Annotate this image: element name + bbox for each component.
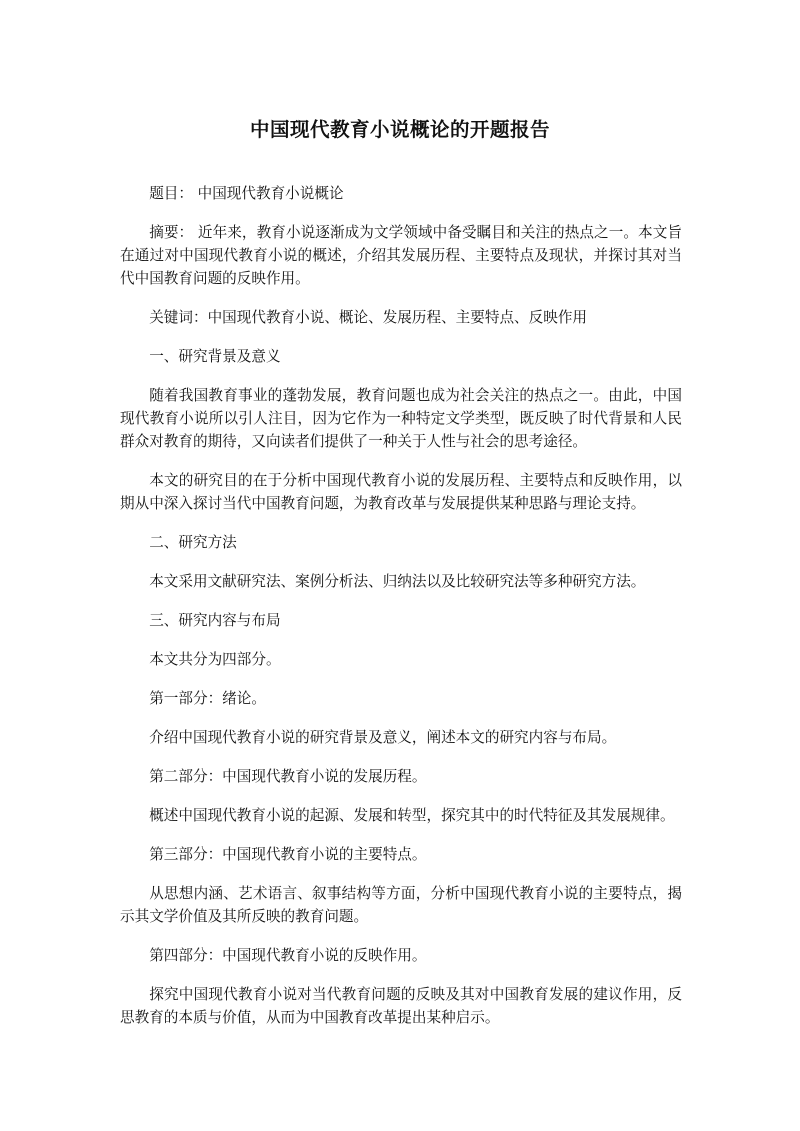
topic-line: 题目： 中国现代教育小说概论	[149, 185, 344, 202]
keywords-line: 关键词：中国现代教育小说、概论、发展历程、主要特点、反映作用	[149, 309, 588, 326]
body-paragraph: 随着我国教育事业的蓬勃发展，教育问题也成为社会关注的热点之一。由此，中国现代教育小说所以引人注目，因为它作为一种特定文学类型，既反映了时代背景和人民群众对教育的期待，又向读者们提供了一种关于人性与社会的思考途径。	[120, 387, 682, 450]
body-paragraph: 概述中国现代教育小说的起源、发展和转型，探究其中的时代特征及其发展规律。	[149, 807, 675, 824]
body-paragraph: 探究中国现代教育小说对当代教育问题的反映及其对中国教育发展的建议作用，反思教育的本质与价值，从而为中国教育改革提出某种启示。	[120, 986, 682, 1026]
section-heading-methods: 二、研究方法	[149, 534, 237, 551]
abstract-paragraph: 摘要： 近年来，教育小说逐渐成为文学领域中备受瞩目和关注的热点之一。本文旨在通过对中国现代教育小说的概述，介绍其发展历程、主要特点及现状，并探讨其对当代中国教育问题的反映作用。	[120, 224, 682, 287]
body-paragraph: 本文共分为四部分。	[149, 651, 281, 668]
document-title: 中国现代教育小说概论的开题报告	[249, 118, 550, 141]
section-heading-content: 三、研究内容与布局	[149, 612, 281, 629]
document-body	[120, 182, 682, 1045]
part-heading-1: 第一部分：绪论。	[149, 690, 266, 707]
body-paragraph: 本文采用文献研究法、案例分析法、归纳法以及比较研究法等多种研究方法。	[149, 573, 646, 590]
body-paragraph: 本文的研究目的在于分析中国现代教育小说的发展历程、主要特点和反映作用，以期从中深入探讨当代中国教育问题，为教育改革与发展提供某种思路与理论支持。	[120, 472, 682, 512]
body-paragraph: 介绍中国现代教育小说的研究背景及意义，阐述本文的研究内容与布局。	[149, 729, 617, 746]
part-heading-4: 第四部分：中国现代教育小说的反映作用。	[149, 947, 427, 964]
part-heading-3: 第三部分：中国现代教育小说的主要特点。	[149, 846, 427, 863]
section-heading-background: 一、研究背景及意义	[149, 348, 281, 365]
part-heading-2: 第二部分：中国现代教育小说的发展历程。	[149, 768, 427, 785]
body-paragraph: 从思想内涵、艺术语言、叙事结构等方面，分析中国现代教育小说的主要特点，揭示其文学价值及其所反映的教育问题。	[120, 885, 682, 925]
